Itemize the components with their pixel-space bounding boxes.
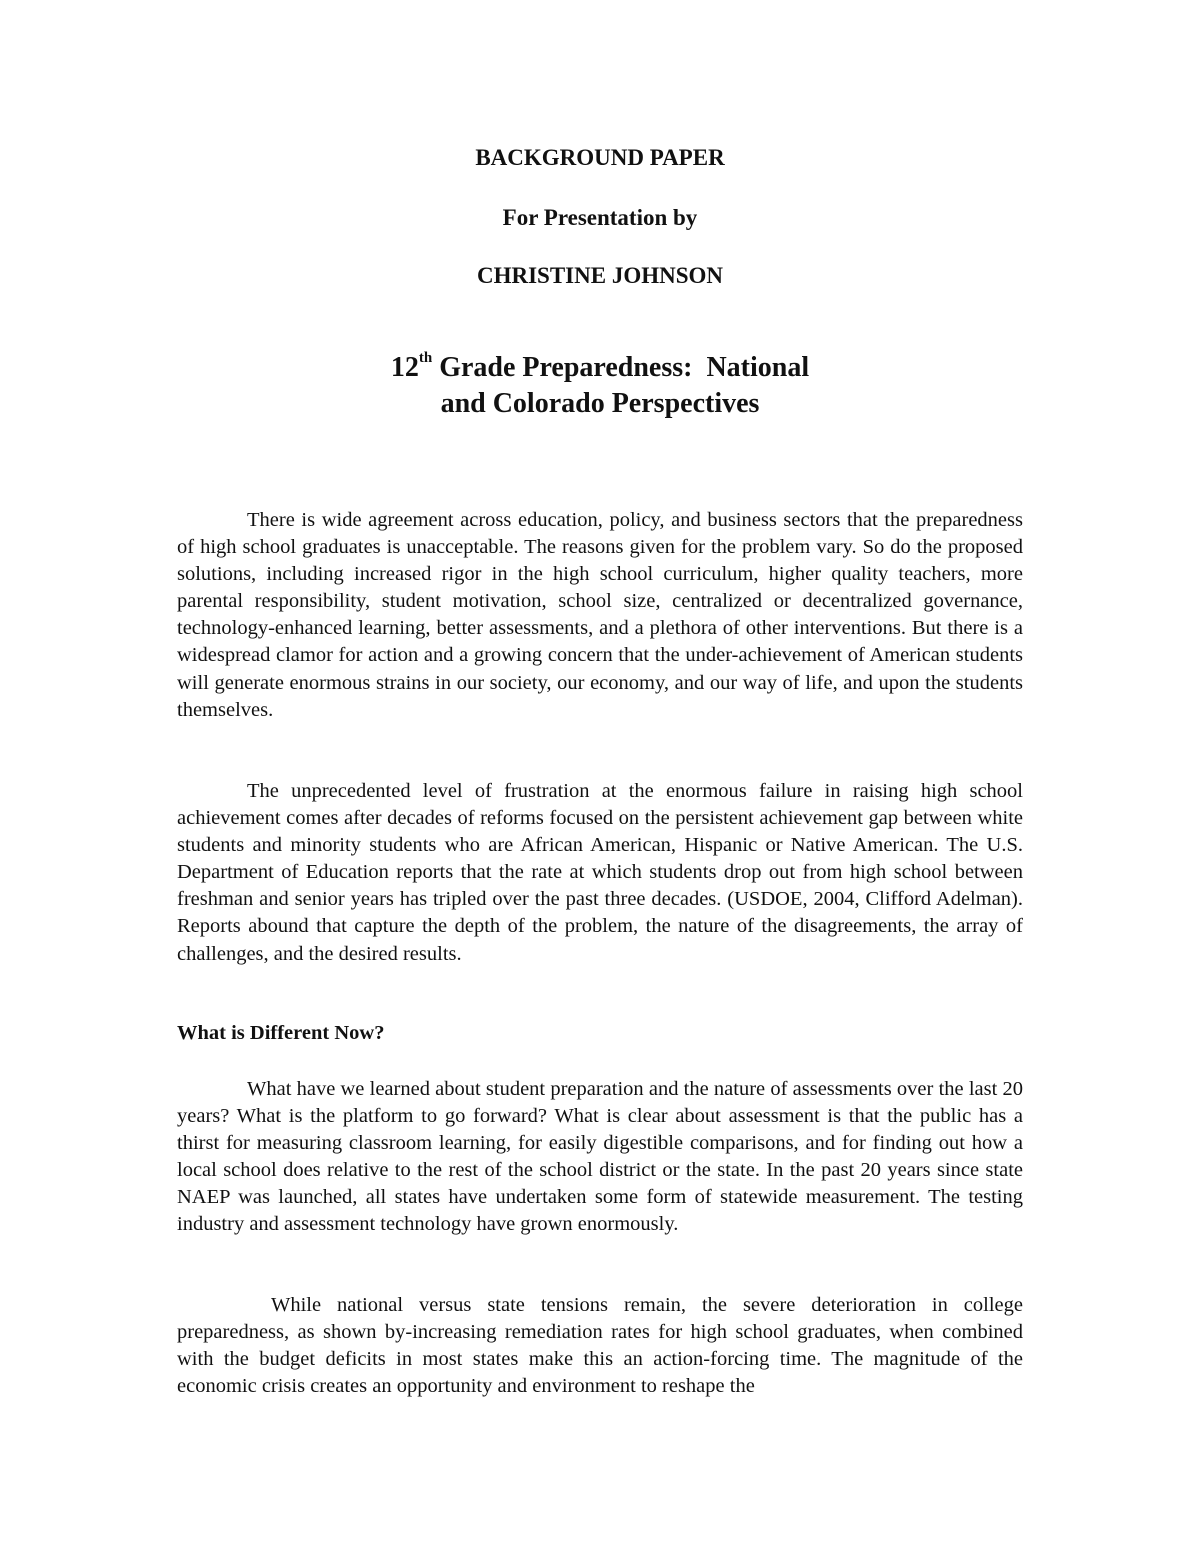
presentation-line: For Presentation by — [502, 205, 698, 230]
body-paragraph-2: The unprecedented level of frustration at the enormous failure in raising high school achievement comes after decades of reforms focused on the persistent achievement gap between white students and minority students who are African American, Hispanic or Native American. The U.S. Department of Education reports that the rate at which students drop out from high school between freshman and senior years has tripled over the past three decades. (USDOE, 2004, Clifford Adelman). Reports abound that capture the depth of the problem, the nature of the disagreements, the array of challenges, and the desired results. — [177, 780, 1023, 965]
body-paragraph-3: What have we learned about student preparation and the nature of assessments over the last 20 years? What is the platform to go forward? What is clear about assessment is that the public has a thirst for measuring classroom learning, for easily digestible comparisons, and for finding out how a local school does relative to the rest of the school district or the state. In the past 20 years since state NAEP was launched, all states have undertaken some form of statewide measurement. The testing industry and assessment technology have grown enormously. — [177, 1078, 1023, 1236]
body-paragraph-1: There is wide agreement across education, policy, and business sectors that the preparedness of high school graduates is unacceptable. The reasons given for the problem vary. So do the proposed solutions, including increased rigor in the high school curriculum, higher quality teachers, more parental responsibility, student motivation, school size, centralized or decentralized governance, technology-enhanced learning, better assessments, and a plethora of other interventions. But there is a widespread clamor for action and a growing concern that the under-achievement of American students will generate enormous strains in our society, our economy, and our way of life, and upon the students themselves. — [177, 509, 1023, 721]
title-line-2: and Colorado Perspectives — [440, 388, 760, 419]
title-line-1-text: Grade Preparedness: National — [432, 352, 810, 383]
title-line-1 — [0, 352, 1200, 384]
document-type-heading: BACKGROUND PAPER — [475, 145, 725, 170]
body-paragraph-4: While national versus state tensions remain, the severe deterioration in college preparedness, as shown by-increasing remediation rates for high school graduates, when combined with the budget deficits in most states make this an action-forcing time. The magnitude of the economic crisis creates an opportunity and environment to reshape the — [177, 1294, 1023, 1398]
title-grade-number: 12 — [390, 352, 419, 383]
title-superscript: th — [418, 350, 433, 366]
section-heading: What is Different Now? — [177, 1022, 385, 1044]
author-name: CHRISTINE JOHNSON — [476, 263, 724, 288]
